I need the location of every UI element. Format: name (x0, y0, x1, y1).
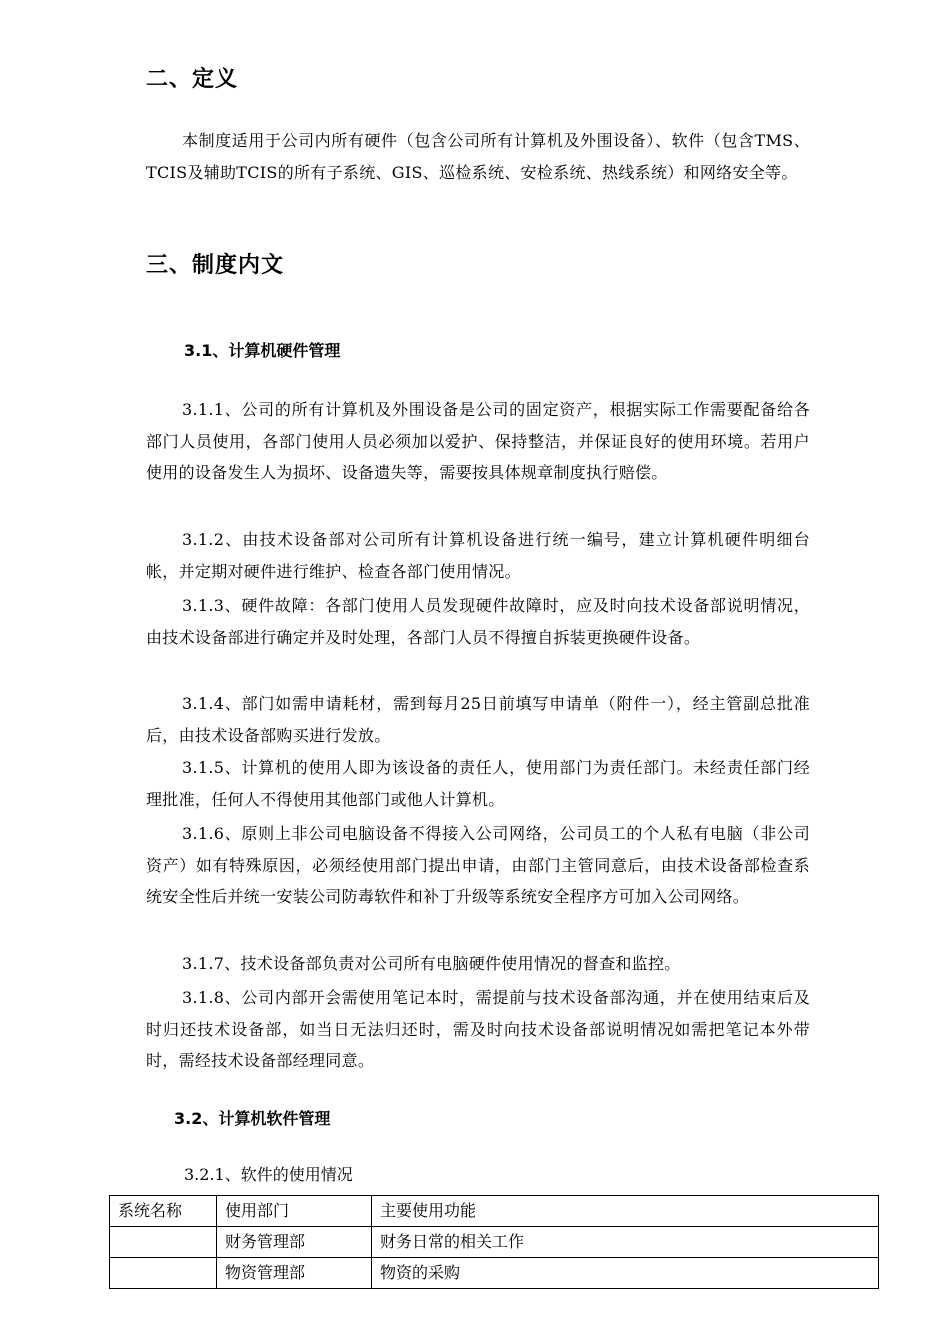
paragraph-3-1-8: 3.1.8、公司内部开会需使用笔记本时，需提前与技术设备部沟通，并在使用结束后及时归还技术设备部，如当日无法归还时，需及时向技术设备部说明情况如需把笔记本外带时，需经技术设备部经理同意。 (146, 988, 810, 1070)
paragraph-3-1-7: 3.1.7、技术设备部负责对公司所有电脑硬件使用情况的督查和监控。 (182, 954, 681, 973)
header-system-name: 系统名称 (110, 1196, 217, 1227)
section-2-heading: 二、定义 (146, 67, 239, 92)
table-cell: 财务管理部 (217, 1227, 372, 1258)
table-cell (110, 1227, 217, 1258)
table-row (110, 1227, 879, 1258)
paragraph-3-1-2: 3.1.2、由技术设备部对公司所有计算机设备进行统一编号，建立计算机硬件明细台帐，并定期对硬件进行维护、检查各部门使用情况。 (146, 530, 810, 581)
section-3-heading: 三、制度内文 (146, 253, 285, 278)
table-header-row (110, 1196, 879, 1227)
table-cell: 物资管理部 (217, 1258, 372, 1289)
table-cell: 物资的采购 (372, 1258, 879, 1289)
paragraph-3-1-1: 3.1.1、公司的所有计算机及外围设备是公司的固定资产，根据实际工作需要配备给各部门人员使用，各部门使用人员必须加以爱护、保持整洁，并保证良好的使用环境。若用户使用的设备发生人为损坏、设备遗失等，需要按具体规章制度执行赔偿。 (146, 400, 810, 482)
section-3-2-heading: 3.2、计算机软件管理 (174, 1109, 331, 1128)
paragraph-3-1-6: 3.1.6、原则上非公司电脑设备不得接入公司网络，公司员工的个人私有电脑（非公司资产）如有特殊原因，必须经使用部门提出申请，由部门主管同意后，由技术设备部检查系统安全性后并统一安装公司防毒软件和补丁升级等系统安全程序方可加入公司网络。 (146, 824, 810, 906)
section-3-1-heading: 3.1、计算机硬件管理 (184, 341, 341, 360)
section-2-paragraph: 本制度适用于公司内所有硬件（包含公司所有计算机及外围设备）、软件（包含TMS、TCIS及辅助TCIS的所有子系统、GIS、巡检系统、安检系统、热线系统）和网络安全等。 (146, 131, 810, 182)
paragraph-3-1-5: 3.1.5、计算机的使用人即为该设备的责任人，使用部门为责任部门。未经责任部门经理批准，任何人不得使用其他部门或他人计算机。 (146, 758, 810, 809)
table-cell (110, 1258, 217, 1289)
software-usage-table (109, 1195, 879, 1289)
paragraph-3-2-1: 3.2.1、软件的使用情况 (184, 1165, 353, 1184)
paragraph-3-1-3: 3.1.3、硬件故障：各部门使用人员发现硬件故障时，应及时向技术设备部说明情况，由技术设备部进行确定并及时处理，各部门人员不得擅自拆装更换硬件设备。 (146, 596, 810, 647)
table-row (110, 1258, 879, 1289)
paragraph-3-1-4: 3.1.4、部门如需申请耗材，需到每月25日前填写申请单（附件一），经主管副总批准后，由技术设备部购买进行发放。 (146, 694, 810, 745)
header-main-function: 主要使用功能 (372, 1196, 879, 1227)
table-cell: 财务日常的相关工作 (372, 1227, 879, 1258)
header-department: 使用部门 (217, 1196, 372, 1227)
